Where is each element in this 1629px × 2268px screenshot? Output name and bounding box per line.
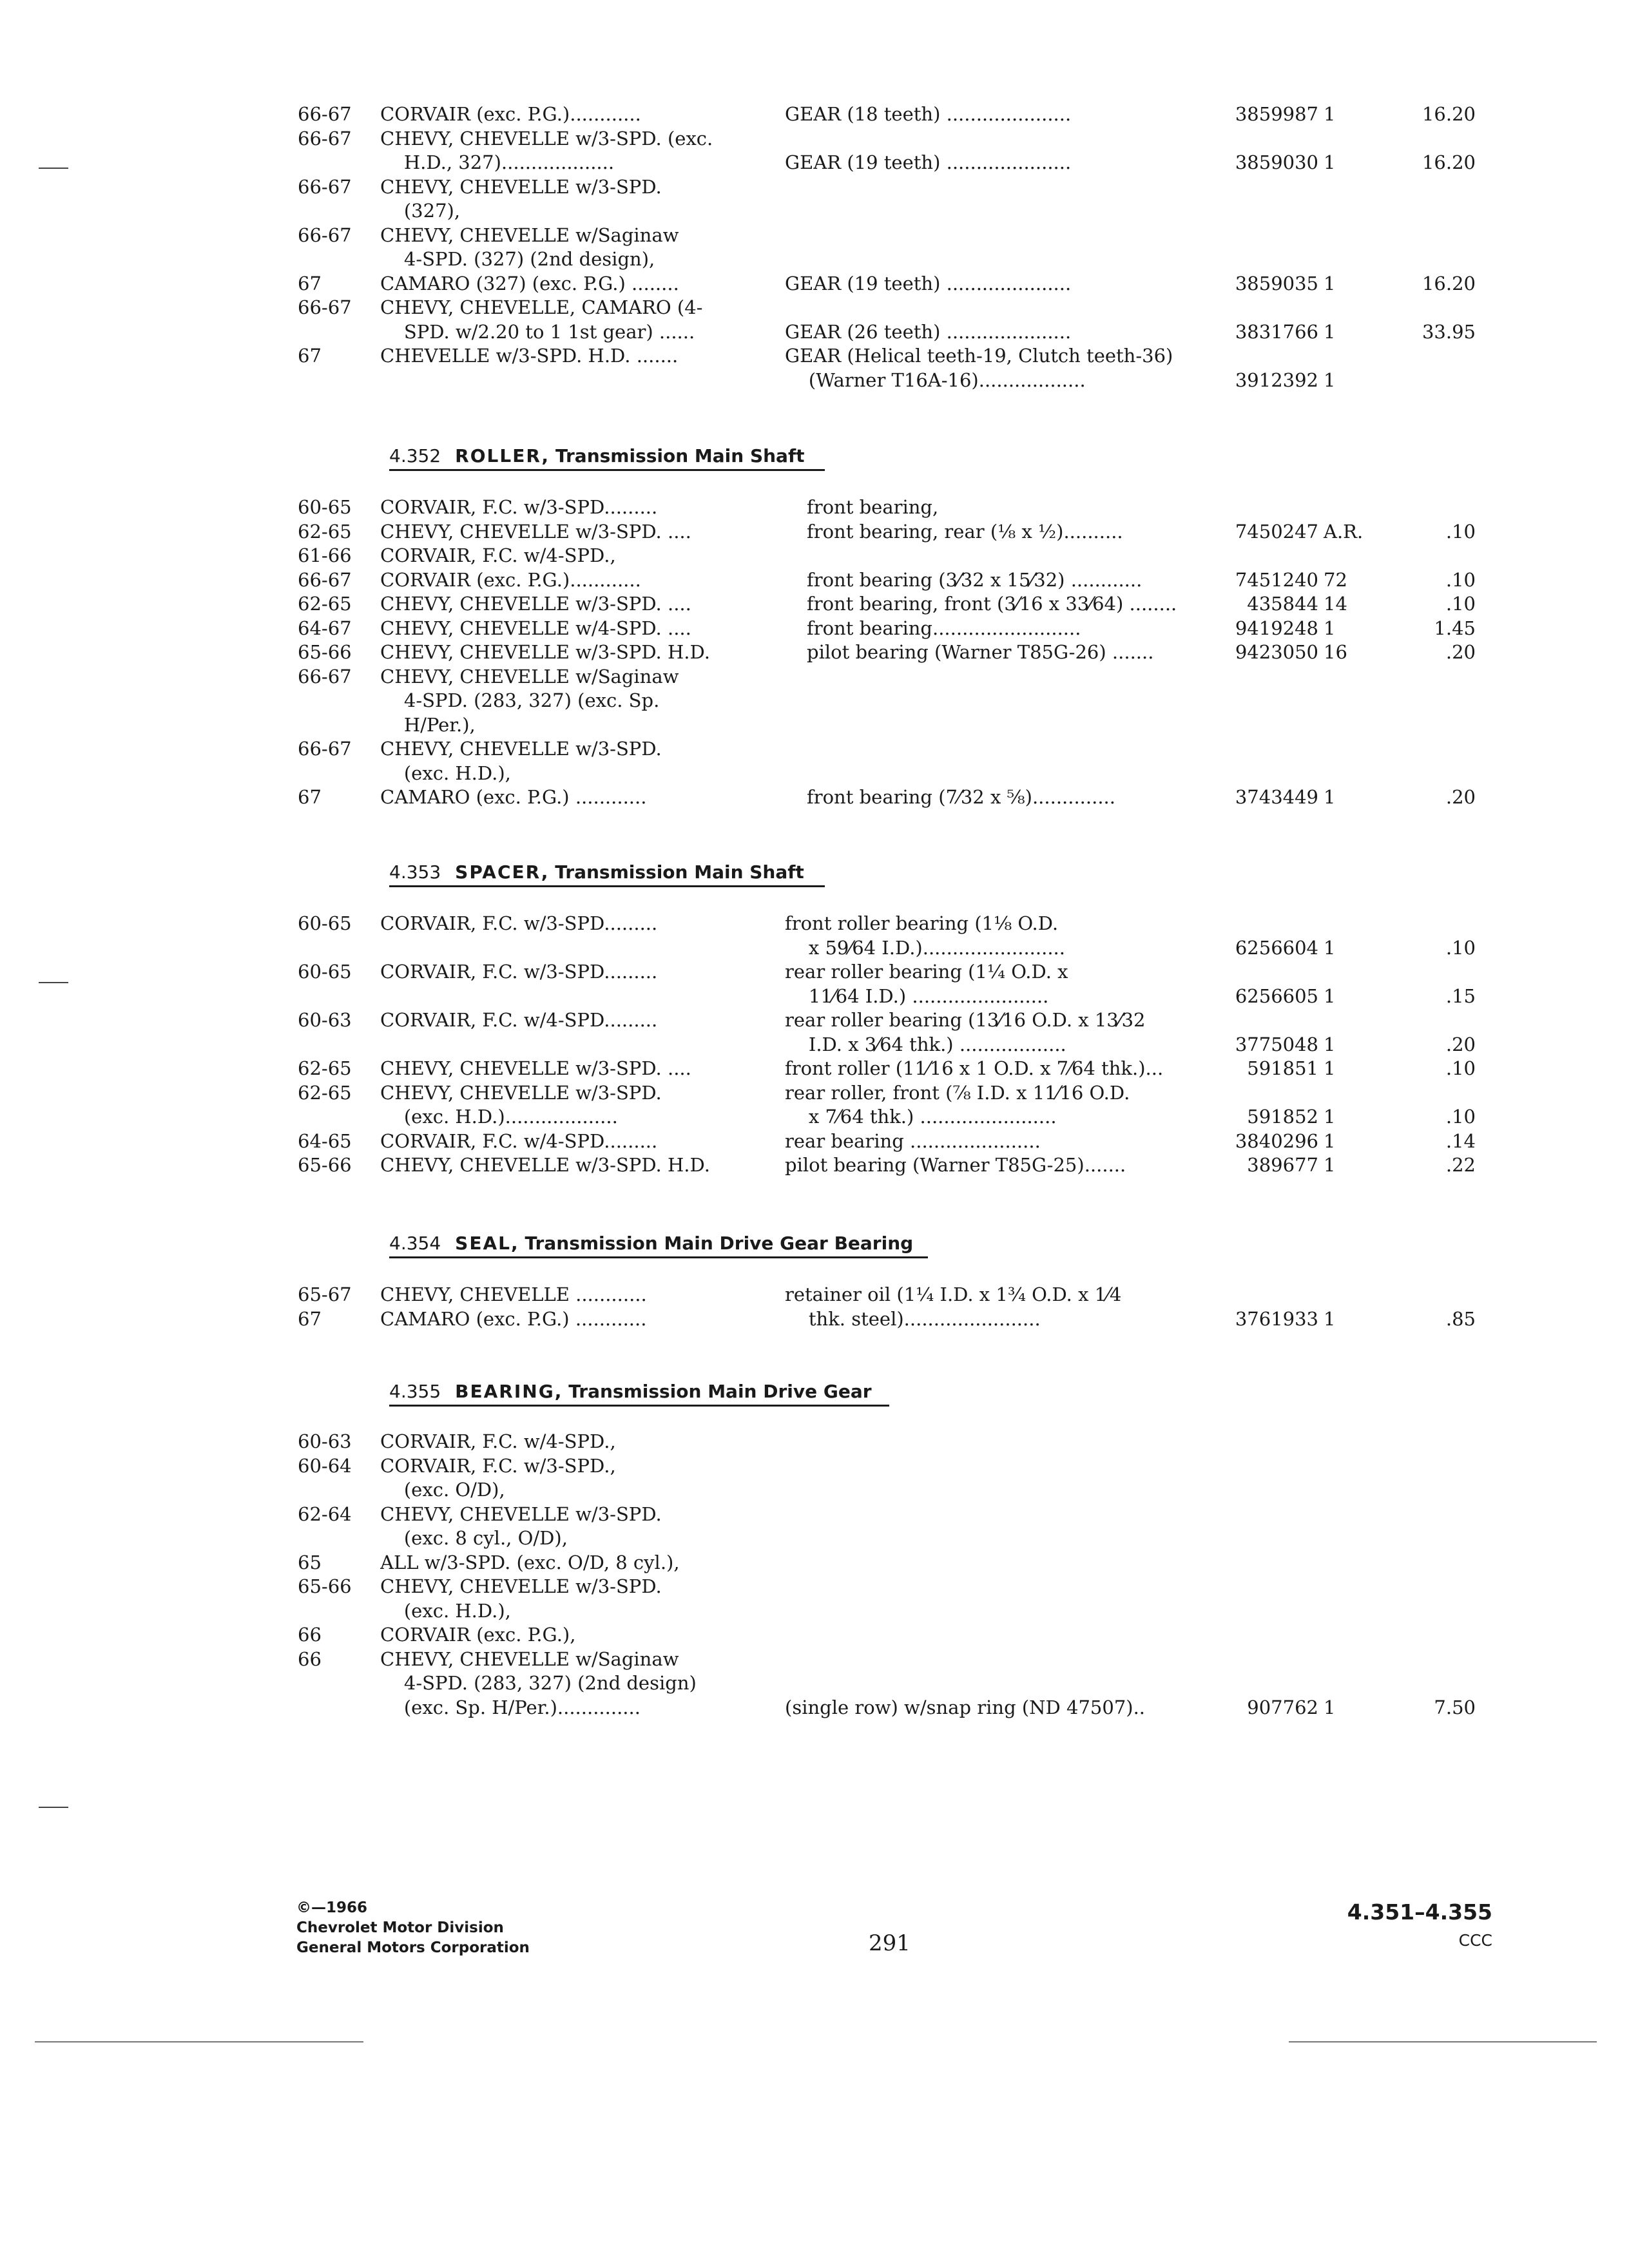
table-row [0,1153,1629,1177]
model-years: 61-66 [298,544,352,566]
part-description: GEAR (Helical teeth-19, Clutch teeth-36) [785,345,1173,367]
model-description: CHEVY, CHEVELLE w/3-SPD. [380,1503,662,1525]
table-row [0,664,1629,689]
model-description: (exc. H.D.), [380,762,511,784]
quantity: 1 [1324,1696,1336,1718]
price: .14 [1445,1129,1476,1152]
model-description: (exc. O/D), [380,1479,505,1501]
part-description: (single row) w/snap ring (ND 47507).. [785,1696,1146,1718]
section-number: 4.354 [389,1233,441,1254]
section-block [1347,1898,1492,1952]
model-years: 67 [298,272,322,294]
quantity: 1 [1324,936,1336,959]
quantity: A.R. [1324,520,1364,543]
price: .10 [1445,1106,1476,1128]
table-row [0,1429,1629,1454]
section-underline [389,1405,889,1407]
model-years: 66-67 [298,175,352,198]
quantity: 14 [1324,593,1347,615]
table-row [0,1129,1629,1153]
model-years: 66 [298,1648,322,1670]
table-row [0,1622,1629,1647]
price: .10 [1445,936,1476,959]
model-description: CORVAIR (exc. P.G.)............ [380,103,641,125]
part-number: 6256604 [1235,936,1318,959]
part-description: retainer oil (1¼ I.D. x 1¾ O.D. x 1⁄4 [785,1283,1122,1305]
part-description: GEAR (19 teeth) ..................... [785,272,1072,294]
model-description: CHEVY, CHEVELLE w/3-SPD. [380,1081,662,1104]
quantity: 1 [1324,369,1336,391]
part-description: front bearing (7⁄32 x ⅝).............. [807,786,1115,808]
model-description: H/Per.), [380,713,476,736]
price: 7.50 [1434,1696,1476,1718]
quantity: 16 [1324,641,1347,663]
price: .15 [1445,985,1476,1007]
model-description: CORVAIR (exc. P.G.)............ [380,568,641,591]
model-description: CORVAIR, F.C. w/3-SPD......... [380,496,658,518]
model-years: 62-65 [298,520,352,543]
section-heading [389,861,804,884]
model-years: 64-67 [298,617,352,639]
part-description: I.D. x 3⁄64 thk.) .................. [785,1033,1066,1055]
quantity: 1 [1324,786,1336,808]
part-number: 907762 [1247,1696,1318,1718]
table-row [0,519,1629,544]
model-description: 4-SPD. (283, 327) (exc. Sp. [380,689,660,711]
price: .20 [1445,1033,1476,1055]
model-description: (exc. Sp. H/Per.).............. [380,1696,641,1718]
model-description: CAMARO (exc. P.G.) ............ [380,1307,647,1330]
part-description: front bearing, [807,496,939,518]
quantity: 1 [1324,1129,1336,1152]
model-years: 60-64 [298,1454,352,1477]
model-description: CHEVY, CHEVELLE w/Saginaw [380,224,679,246]
part-description: rear roller, front (⅞ I.D. x 11⁄16 O.D. [785,1081,1130,1104]
quantity: 1 [1324,1057,1336,1079]
model-years: 67 [298,1307,322,1330]
part-number: 3831766 [1235,320,1318,343]
table-row [0,984,1629,1008]
model-description: (exc. H.D.)................... [380,1106,618,1128]
quantity: 1 [1324,1033,1336,1055]
model-description: CHEVY, CHEVELLE ............ [380,1283,647,1305]
model-description: 4-SPD. (283, 327) (2nd design) [380,1672,697,1694]
table-row [0,616,1629,640]
part-number: 3859030 [1235,151,1318,173]
table-row [0,1574,1629,1599]
model-description: CHEVY, CHEVELLE w/3-SPD. (exc. [380,127,713,149]
table-row [0,1081,1629,1105]
model-description: CHEVY, CHEVELLE w/3-SPD. H.D. [380,641,710,663]
page-number: 291 [869,1930,911,1956]
model-description: CAMARO (327) (exc. P.G.) ........ [380,272,679,294]
part-number: 7451240 [1235,568,1318,591]
part-description: 11⁄64 I.D.) ....................... [785,985,1049,1007]
price: 16.20 [1422,151,1476,173]
model-years: 64-65 [298,1129,352,1152]
part-description: pilot bearing (Warner T85G-26) ....... [807,641,1154,663]
quantity: 1 [1324,103,1336,125]
division-name: Chevrolet Motor Division [296,1919,504,1936]
model-years: 62-65 [298,1081,352,1104]
model-description: CORVAIR, F.C. w/4-SPD., [380,544,616,566]
part-number: 389677 [1247,1154,1318,1176]
table-row [0,102,1629,126]
model-years: 60-65 [298,961,352,983]
part-description: pilot bearing (Warner T85G-25)....... [785,1154,1126,1176]
table-row [0,343,1629,368]
quantity: 1 [1324,151,1336,173]
part-description: front bearing, rear (⅛ x ½).......... [807,520,1123,543]
table-row [0,1008,1629,1032]
part-number: 591852 [1247,1106,1318,1128]
table-row [0,175,1629,199]
table-row [0,936,1629,960]
table-row [0,150,1629,175]
quantity: 1 [1324,1307,1336,1330]
section-underline [389,1256,928,1258]
part-number: 3775048 [1235,1033,1318,1055]
table-row [0,1282,1629,1307]
part-description: rear roller bearing (1¼ O.D. x [785,961,1068,983]
part-description: front roller bearing (1⅛ O.D. [785,912,1059,934]
model-years: 60-63 [298,1009,352,1031]
section-subtitle: Transmission Main Drive Gear Bearing [525,1233,914,1254]
part-description: GEAR (26 teeth) ..................... [785,320,1072,343]
model-description: CHEVY, CHEVELLE w/3-SPD. [380,738,662,760]
model-description: CHEVY, CHEVELLE w/3-SPD. [380,1575,662,1597]
table-row [0,1056,1629,1081]
price: .85 [1445,1307,1476,1330]
model-description: (exc. H.D.), [380,1599,511,1622]
model-years: 65-66 [298,1154,352,1176]
model-description: SPD. w/2.20 to 1 1st gear) ...... [380,320,695,343]
section-number: 4.355 [389,1381,441,1402]
table-row [0,1454,1629,1478]
bottom-rule-left [35,2041,363,2042]
model-years: 66-67 [298,665,352,687]
section-title: BEARING, [455,1381,563,1402]
table-row [0,1599,1629,1623]
model-description: CHEVY, CHEVELLE, CAMARO (4- [380,296,703,318]
part-number: 9419248 [1235,617,1318,639]
table-row [0,911,1629,936]
quantity: 1 [1324,985,1336,1007]
table-row [0,1550,1629,1575]
section-title: ROLLER, [455,445,550,466]
section-title: SEAL, [455,1233,519,1254]
table-row [0,1307,1629,1331]
model-description: CHEVELLE w/3-SPD. H.D. ....... [380,345,679,367]
section-subtitle: Transmission Main Shaft [555,445,805,466]
table-row [0,1526,1629,1550]
price: 1.45 [1434,617,1476,639]
model-description: (exc. 8 cyl., O/D), [380,1527,568,1549]
model-description: CAMARO (exc. P.G.) ............ [380,786,647,808]
corporation-name: General Motors Corporation [296,1939,530,1956]
section-underline [389,885,825,887]
part-description: GEAR (19 teeth) ..................... [785,151,1072,173]
model-description: CORVAIR, F.C. w/4-SPD., [380,1430,616,1452]
table-row [0,959,1629,984]
quantity: 1 [1324,1154,1336,1176]
model-description: CORVAIR (exc. P.G.), [380,1624,576,1646]
model-description: CHEVY, CHEVELLE w/3-SPD. [380,175,662,198]
table-row [0,247,1629,271]
table-row [0,1695,1629,1720]
model-description: CHEVY, CHEVELLE w/3-SPD. .... [380,520,691,543]
model-years: 62-64 [298,1503,352,1525]
section-heading [389,1232,913,1255]
part-number: 7450247 [1235,520,1318,543]
part-number: 3859987 [1235,103,1318,125]
price: 16.20 [1422,272,1476,294]
part-number: 3912392 [1235,369,1318,391]
model-years: 66-67 [298,224,352,246]
part-description: rear roller bearing (13⁄16 O.D. x 13⁄32 [785,1009,1146,1031]
table-row [0,543,1629,568]
table-row [0,736,1629,761]
section-heading [389,445,805,468]
part-description: GEAR (18 teeth) ..................... [785,103,1072,125]
part-description: front bearing (3⁄32 x 15⁄32) ............ [807,568,1142,591]
price: .10 [1445,593,1476,615]
section-subtitle: Transmission Main Shaft [555,861,804,883]
table-row [0,1671,1629,1695]
table-row [0,198,1629,223]
model-years: 67 [298,345,322,367]
model-years: 60-65 [298,912,352,934]
part-number: 435844 [1247,593,1318,615]
model-years: 67 [298,786,322,808]
model-years: 65 [298,1551,322,1573]
part-description: x 7⁄64 thk.) ....................... [785,1106,1057,1128]
publisher-block [296,1898,530,1958]
part-number: 3840296 [1235,1129,1318,1152]
table-row [0,713,1629,737]
bottom-rule-right [1289,2041,1597,2042]
model-description: CHEVY, CHEVELLE w/4-SPD. .... [380,617,691,639]
model-description: CORVAIR, F.C. w/4-SPD......... [380,1129,658,1152]
table-row [0,640,1629,664]
part-description: front roller (11⁄16 x 1 O.D. x 7⁄64 thk.)... [785,1057,1164,1079]
part-number: 9423050 [1235,641,1318,663]
part-description: front bearing, front (3⁄16 x 33⁄64) ........ [807,593,1177,615]
table-row [0,1104,1629,1129]
model-years: 65-66 [298,641,352,663]
table-row [0,368,1629,392]
model-description: CORVAIR, F.C. w/3-SPD......... [380,912,658,934]
price: .10 [1445,1057,1476,1079]
model-description: ALL w/3-SPD. (exc. O/D, 8 cyl.), [380,1551,680,1573]
section-range: 4.351–4.355 [1347,1899,1492,1925]
section-subtitle: Transmission Main Drive Gear [568,1381,872,1402]
price: 33.95 [1422,320,1476,343]
model-years: 66 [298,1624,322,1646]
section-underline [389,469,825,471]
price: .10 [1445,520,1476,543]
section-title: SPACER, [455,861,550,883]
table-row [0,295,1629,320]
model-years: 66-67 [298,127,352,149]
copyright: ©—1966 [296,1899,368,1916]
model-years: 62-65 [298,593,352,615]
model-description: CHEVY, CHEVELLE w/Saginaw [380,1648,679,1670]
table-row [0,568,1629,592]
part-number: 3743449 [1235,786,1318,808]
model-description: CORVAIR, F.C. w/4-SPD......... [380,1009,658,1031]
part-number: 3761933 [1235,1307,1318,1330]
table-row [0,785,1629,809]
part-number: 6256605 [1235,985,1318,1007]
table-row [0,1032,1629,1057]
table-row [0,1477,1629,1502]
quantity: 1 [1324,272,1336,294]
model-years: 66-67 [298,103,352,125]
part-number: 3859035 [1235,272,1318,294]
section-heading [389,1380,872,1403]
model-years: 66-67 [298,568,352,591]
price: .10 [1445,568,1476,591]
quantity: 1 [1324,1106,1336,1128]
model-years: 66-67 [298,296,352,318]
model-years: 66-67 [298,738,352,760]
part-description: x 59⁄64 I.D.)........................ [785,936,1065,959]
part-number: 591851 [1247,1057,1318,1079]
model-description: CORVAIR, F.C. w/3-SPD., [380,1454,616,1477]
table-row [0,495,1629,519]
part-description: (Warner T16A-16).................. [785,369,1086,391]
part-description: front bearing......................... [807,617,1081,639]
model-years: 60-65 [298,496,352,518]
table-row [0,761,1629,785]
model-description: CHEVY, CHEVELLE w/3-SPD. .... [380,593,691,615]
part-description: rear bearing ...................... [785,1129,1041,1152]
table-row [0,320,1629,344]
section-number: 4.353 [389,861,441,883]
model-years: 65-67 [298,1283,352,1305]
model-description: CORVAIR, F.C. w/3-SPD......... [380,961,658,983]
part-description: thk. steel)....................... [785,1307,1041,1330]
table-row [0,688,1629,713]
model-years: 62-65 [298,1057,352,1079]
model-years: 65-66 [298,1575,352,1597]
table-row [0,1647,1629,1671]
quantity: 72 [1324,568,1347,591]
table-row [0,1502,1629,1526]
model-description: (327), [380,200,461,222]
model-years: 60-63 [298,1430,352,1452]
model-description: CHEVY, CHEVELLE w/3-SPD. H.D. [380,1154,710,1176]
section-number: 4.352 [389,445,441,466]
table-row [0,271,1629,296]
table-row [0,223,1629,247]
price: 16.20 [1422,103,1476,125]
table-row [0,591,1629,616]
model-description: CHEVY, CHEVELLE w/Saginaw [380,665,679,687]
model-description: 4-SPD. (327) (2nd design), [380,248,655,270]
price: .20 [1445,786,1476,808]
table-row [0,126,1629,151]
catalog-code: CCC [1458,1931,1492,1950]
model-description: H.D., 327)................... [380,151,615,173]
margin-mark [39,1807,68,1808]
model-description: CHEVY, CHEVELLE w/3-SPD. .... [380,1057,691,1079]
quantity: 1 [1324,617,1336,639]
quantity: 1 [1324,320,1336,343]
price: .22 [1445,1154,1476,1176]
price: .20 [1445,641,1476,663]
